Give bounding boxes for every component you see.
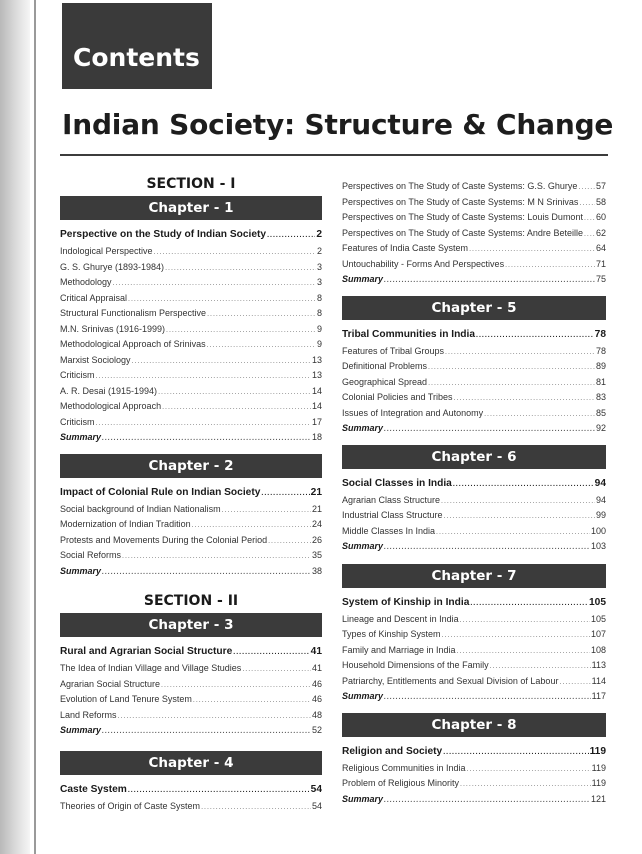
toc-entry[interactable]: Impact of Colonial Rule on Indian Society ..... 21 [60,484,322,502]
toc-entry[interactable]: Methodological Approach ..... 14 [60,399,322,415]
toc-entry-summary[interactable]: Summary ..... 117 [342,689,606,705]
right-column [342,179,606,807]
chapter-5-list [342,326,606,437]
toc-entry[interactable]: Tribal Communities in India ..... 78 [342,326,606,344]
left-column [60,176,322,814]
toc-entry[interactable]: Land Reforms ..... 48 [60,708,322,724]
toc-entry[interactable]: Rural and Agrarian Social Structure ..... 41 [60,643,322,661]
toc-entry[interactable]: Features of India Caste System ..... 64 [342,241,606,257]
chapter-4-list [60,781,322,815]
chapter-6-bar: Chapter - 6 [342,445,606,469]
toc-entry-summary[interactable]: Summary ..... 92 [342,421,606,437]
toc-entry-summary[interactable]: Summary ..... 18 [60,430,322,446]
toc-entry[interactable]: Indological Perspective ..... 2 [60,244,322,260]
toc-entry[interactable]: Untouchability - Forms And Perspectives ..... 71 [342,257,606,273]
chapter-4-continued-list [342,179,606,288]
toc-entry[interactable]: Family and Marriage in India ..... 108 [342,643,606,659]
toc-entry[interactable]: Modernization of Indian Tradition ..... 24 [60,517,322,533]
toc-entry[interactable]: Religious Communities in India ..... 119 [342,761,606,777]
binding-line [34,0,36,854]
chapter-1-list [60,226,322,446]
toc-entry-summary[interactable]: Summary ..... 121 [342,792,606,808]
toc-entry[interactable]: Perspective on the Study of Indian Society ..... 2 [60,226,322,244]
chapter-7-list [342,594,606,705]
toc-entry[interactable]: Definitional Problems ..... 89 [342,359,606,375]
chapter-3-list [60,643,322,739]
toc-entry[interactable]: Methodological Approach of Srinivas ..... 9 [60,337,322,353]
toc-entry[interactable]: Middle Classes In India ..... 100 [342,524,606,540]
toc-entry[interactable]: Critical Appraisal ..... 8 [60,291,322,307]
toc-entry[interactable]: Evolution of Land Tenure System ..... 46 [60,692,322,708]
section-heading: SECTION - II [143,593,239,609]
chapter-6-list [342,475,606,555]
chapter-3-bar: Chapter - 3 [60,613,322,637]
toc-entry[interactable]: Methodology ..... 3 [60,275,322,291]
chapter-7-bar: Chapter - 7 [342,564,606,588]
toc-entry[interactable]: G. S. Ghurye (1893-1984) ..... 3 [60,260,322,276]
toc-entry[interactable]: Lineage and Descent in India ..... 105 [342,612,606,628]
chapter-5-bar: Chapter - 5 [342,296,606,320]
toc-entry[interactable]: Criticism ..... 17 [60,415,322,431]
toc-entry[interactable]: Marxist Sociology ..... 13 [60,353,322,369]
chapter-8-bar: Chapter - 8 [342,713,606,737]
chapter-2-list [60,484,322,580]
toc-entry[interactable]: System of Kinship in India ..... 105 [342,594,606,612]
toc-entry[interactable]: Theories of Origin of Caste System ..... 54 [60,799,322,815]
toc-entry-summary[interactable]: Summary ..... 103 [342,539,606,555]
toc-entry[interactable]: Criticism ..... 13 [60,368,322,384]
toc-entry[interactable]: Perspectives on The Study of Caste Systems: G.S. Ghurye ..... 57 [342,179,606,195]
chapter-1-bar: Chapter - 1 [60,196,322,220]
section-heading: SECTION - I [146,176,236,192]
toc-entry-summary[interactable]: Summary ..... 75 [342,272,606,288]
toc-entry[interactable]: Features of Tribal Groups ..... 78 [342,344,606,360]
toc-entry-summary[interactable]: Summary ..... 38 [60,564,322,580]
chapter-4-bar: Chapter - 4 [60,751,322,775]
toc-entry[interactable]: Problem of Religious Minority ..... 119 [342,776,606,792]
contents-banner-label: Contents [73,43,200,72]
toc-entry[interactable]: Perspectives on The Study of Caste Systems: Andre Beteille ..... 62 [342,226,606,242]
toc-entry[interactable]: Social background of Indian Nationalism ..... 21 [60,502,322,518]
toc-entry[interactable]: A. R. Desai (1915-1994) ..... 14 [60,384,322,400]
toc-entry[interactable]: Geographical Spread ..... 81 [342,375,606,391]
toc-entry[interactable]: Types of Kinship System ..... 107 [342,627,606,643]
toc-entry[interactable]: Structural Functionalism Perspective ..... 8 [60,306,322,322]
toc-entry[interactable]: Household Dimensions of the Family ..... 113 [342,658,606,674]
page-edge-shadow [0,0,30,854]
toc-entry[interactable]: Social Reforms ..... 35 [60,548,322,564]
toc-entry[interactable]: M.N. Srinivas (1916-1999) ..... 9 [60,322,322,338]
toc-entry[interactable]: Religion and Society ..... 119 [342,743,606,761]
toc-entry[interactable]: Agrarian Class Structure ..... 94 [342,493,606,509]
book-title: Indian Society: Structure & Change [62,108,614,141]
toc-entry[interactable]: Protests and Movements During the Colonial Period ..... 26 [60,533,322,549]
toc-entry[interactable]: Social Classes in India ..... 94 [342,475,606,493]
toc-entry[interactable]: Issues of Integration and Autonomy ..... 85 [342,406,606,422]
toc-entry[interactable]: Perspectives on The Study of Caste Systems: M N Srinivas ..... 58 [342,195,606,211]
toc-entry[interactable]: Colonial Policies and Tribes ..... 83 [342,390,606,406]
title-divider [60,154,608,156]
toc-entry[interactable]: Caste System ..... 54 [60,781,322,799]
toc-entry[interactable]: Perspectives on The Study of Caste Systems: Louis Dumont ..... 60 [342,210,606,226]
chapter-8-list [342,743,606,808]
toc-entry[interactable]: The Idea of Indian Village and Village Studies ..... 41 [60,661,322,677]
toc-entry[interactable]: Agrarian Social Structure ..... 46 [60,677,322,693]
toc-entry[interactable]: Patriarchy, Entitlements and Sexual Division of Labour ..... 114 [342,674,606,690]
contents-banner [62,3,212,89]
chapter-2-bar: Chapter - 2 [60,454,322,478]
toc-entry[interactable]: Industrial Class Structure ..... 99 [342,508,606,524]
toc-entry-summary[interactable]: Summary ..... 52 [60,723,322,739]
